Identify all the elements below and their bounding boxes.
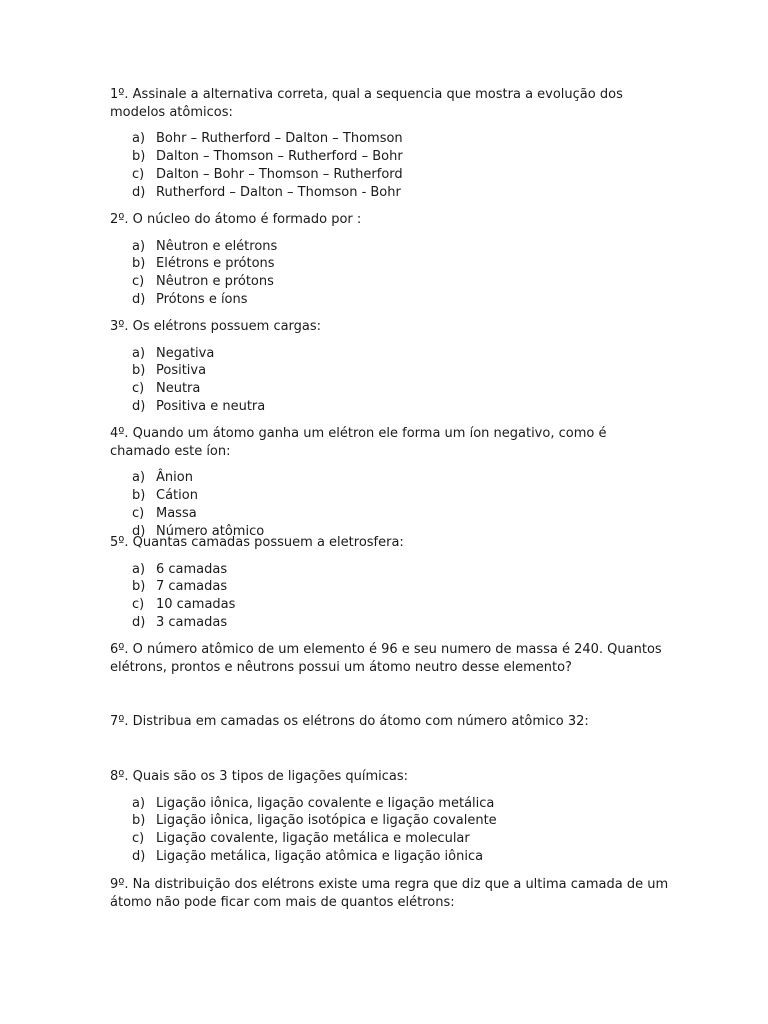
option-c [110, 166, 670, 184]
option-letter: c) [132, 166, 145, 182]
option-text: Dalton – Bohr – Thomson – Rutherford [156, 166, 403, 182]
option-text: Bohr – Rutherford – Dalton – Thomson [156, 131, 403, 147]
options-list [110, 795, 670, 866]
question-text: 2º. O núcleo do átomo é formado por : [110, 212, 362, 227]
option-letter: d) [132, 184, 146, 200]
question-text: 1º. Assinale a alternativa correta, qual a sequencia que mostra a evolução dos modelos atômicos: [110, 87, 623, 120]
option-a [110, 130, 670, 148]
option-text: Ligação metálica, ligação atômica e ligação iônica [156, 848, 484, 864]
option-text: Neutra [156, 381, 201, 397]
question-9 [110, 876, 670, 911]
option-b [110, 148, 670, 166]
option-letter: d) [132, 848, 146, 864]
question-8 [110, 768, 670, 866]
option-text: Rutherford – Dalton – Thomson - Bohr [156, 184, 401, 200]
option-letter: a) [132, 470, 146, 486]
question-6 [110, 641, 670, 676]
option-letter: b) [132, 363, 146, 379]
option-a [110, 795, 670, 813]
option-text: Positiva [156, 363, 207, 379]
option-text: 6 camadas [156, 561, 228, 577]
options-list [110, 561, 670, 632]
option-d [110, 848, 670, 866]
option-d [110, 184, 670, 202]
question-text: 3º. Os elétrons possuem cargas: [110, 319, 322, 334]
option-letter: d) [132, 398, 146, 414]
option-letter: d) [132, 291, 146, 307]
options-list [110, 238, 670, 309]
options-list [110, 469, 670, 540]
option-text: 3 camadas [156, 614, 228, 630]
option-letter: c) [132, 274, 145, 290]
option-letter: d) [132, 614, 146, 630]
option-text: 7 camadas [156, 579, 228, 595]
option-c [110, 596, 670, 614]
option-text: Positiva e neutra [156, 398, 266, 414]
option-a [110, 345, 670, 363]
question-7 [110, 713, 670, 731]
option-letter: d) [132, 523, 146, 539]
option-letter: c) [132, 505, 145, 521]
option-letter: c) [132, 597, 145, 613]
option-b [110, 362, 670, 380]
option-letter: b) [132, 813, 146, 829]
option-a [110, 238, 670, 256]
option-c [110, 830, 670, 848]
option-d [110, 291, 670, 309]
option-text: 10 camadas [156, 597, 236, 613]
option-a [110, 469, 670, 487]
option-d [110, 398, 670, 416]
option-text: Negativa [156, 345, 215, 361]
option-text: Elétrons e prótons [156, 256, 275, 272]
option-text: Ligação iônica, ligação covalente e ligação metálica [156, 795, 495, 811]
option-text: Cátion [156, 487, 198, 503]
option-text: Massa [156, 505, 197, 521]
option-text: Dalton – Thomson – Rutherford – Bohr [156, 148, 403, 164]
option-letter: a) [132, 131, 146, 147]
option-letter: b) [132, 579, 146, 595]
option-letter: b) [132, 148, 146, 164]
option-letter: a) [132, 795, 146, 811]
question-1 [110, 86, 670, 201]
option-letter: a) [132, 345, 146, 361]
option-a [110, 561, 670, 579]
question-text: 7º. Distribua em camadas os elétrons do átomo com número atômico 32: [110, 714, 589, 729]
option-letter: c) [132, 381, 145, 397]
question-4 [110, 425, 670, 540]
option-text: Nêutron e elétrons [156, 238, 278, 254]
option-letter: a) [132, 561, 146, 577]
question-2 [110, 211, 670, 309]
option-d [110, 614, 670, 632]
option-text: Ligação covalente, ligação metálica e molecular [156, 831, 470, 847]
option-c [110, 380, 670, 398]
option-text: Ânion [156, 470, 193, 486]
option-letter: b) [132, 256, 146, 272]
question-text: 5º. Quantas camadas possuem a eletrosfera: [110, 535, 404, 550]
question-text: 8º. Quais são os 3 tipos de ligações químicas: [110, 769, 408, 784]
option-b [110, 487, 670, 505]
question-text: 4º. Quando um átomo ganha um elétron ele forma um íon negativo, como é chamado este íon: [110, 426, 607, 459]
question-3 [110, 318, 670, 416]
option-letter: b) [132, 487, 146, 503]
option-letter: a) [132, 238, 146, 254]
question-5 [110, 534, 670, 632]
option-text: Nêutron e prótons [156, 274, 274, 290]
option-b [110, 578, 670, 596]
question-text: 9º. Na distribuição dos elétrons existe uma regra que diz que a ultima camada de um átomo não pode ficar com mais de quantos elétrons: [110, 877, 669, 910]
option-text: Número atômico [156, 523, 265, 539]
option-c [110, 273, 670, 291]
option-b [110, 255, 670, 273]
option-b [110, 812, 670, 830]
question-text: 6º. O número atômico de um elemento é 96 e seu numero de massa é 240. Quantos elétrons, prontos e nêutrons possui um átomo neutro desse elemento? [110, 642, 662, 675]
option-c [110, 505, 670, 523]
option-text: Ligação iônica, ligação isotópica e ligação covalente [156, 813, 497, 829]
options-list [110, 130, 670, 201]
options-list [110, 345, 670, 416]
option-letter: c) [132, 831, 145, 847]
option-text: Prótons e íons [156, 291, 248, 307]
